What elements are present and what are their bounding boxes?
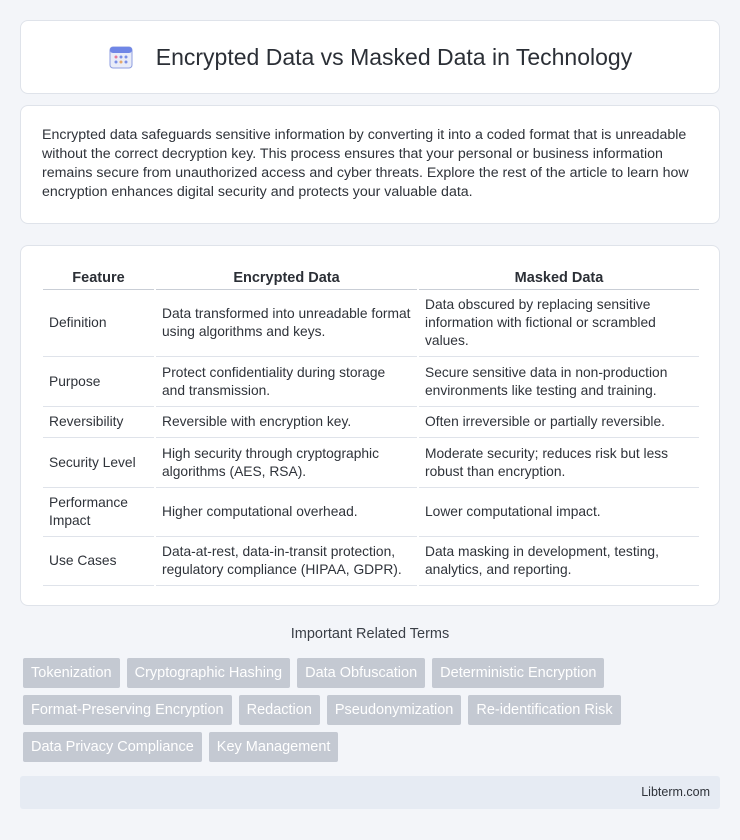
table-row (43, 488, 699, 537)
term-tag[interactable]: Pseudonymization (327, 695, 462, 725)
table-cell: Performance Impact (43, 488, 154, 537)
table-cell: Reversibility (43, 407, 154, 438)
footer-site-link[interactable]: Libterm.com (641, 785, 710, 799)
table-cell: Reversible with encryption key. (156, 407, 417, 438)
table-cell: Data obscured by replacing sensitive information with fictional or scrambled values. (419, 290, 699, 357)
comparison-table-card (20, 245, 720, 606)
term-tag[interactable]: Cryptographic Hashing (127, 658, 291, 688)
header-masked: Masked Data (419, 264, 699, 290)
related-terms-title: Important Related Terms (290, 626, 450, 642)
table-cell: Often irreversible or partially reversible. (419, 407, 699, 438)
table-cell: Data transformed into unreadable format using algorithms and keys. (156, 290, 417, 357)
term-tag[interactable]: Deterministic Encryption (432, 658, 604, 688)
term-tag[interactable]: Data Privacy Compliance (23, 732, 202, 762)
table-row (43, 407, 699, 438)
header-feature: Feature (43, 264, 154, 290)
table-cell: Protect confidentiality during storage and transmission. (156, 357, 417, 407)
term-tag[interactable]: Format-Preserving Encryption (23, 695, 232, 725)
term-tag[interactable]: Tokenization (23, 658, 120, 688)
term-tag[interactable]: Redaction (239, 695, 320, 725)
footer (20, 776, 720, 809)
table-cell: Secure sensitive data in non-production environments like testing and training. (419, 357, 699, 407)
table-cell: Purpose (43, 357, 154, 407)
intro-text: Encrypted data safeguards sensitive information by converting it into a coded format that is unreadable without the correct decryption key. This process ensures that your personal or business information remains secure from unauthorized access and cyber threats. Explore the rest of the article to learn how encryption enhances digital security and protects your valuable data. (42, 127, 689, 200)
table-row (43, 357, 699, 407)
header-card (20, 20, 720, 94)
table-cell: High security through cryptographic algorithms (AES, RSA). (156, 438, 417, 488)
term-tag[interactable]: Key Management (209, 732, 339, 762)
table-header-row (43, 264, 699, 290)
calendar-grid-icon (108, 44, 134, 70)
intro-card (20, 105, 720, 224)
table-cell: Moderate security; reduces risk but less robust than encryption. (419, 438, 699, 488)
table-cell: Data-at-rest, data-in-transit protection, regulatory compliance (HIPAA, GDPR). (156, 537, 417, 586)
table-cell: Lower computational impact. (419, 488, 699, 537)
table-row (43, 537, 699, 586)
related-terms-list (23, 658, 723, 769)
table-row (43, 290, 699, 357)
table-cell: Data masking in development, testing, analytics, and reporting. (419, 537, 699, 586)
table-cell: Security Level (43, 438, 154, 488)
comparison-table (41, 264, 701, 586)
table-cell: Definition (43, 290, 154, 357)
page-title: Encrypted Data vs Masked Data in Technology (155, 43, 633, 70)
header-encrypted: Encrypted Data (156, 264, 417, 290)
term-tag[interactable]: Data Obfuscation (297, 658, 425, 688)
term-tag[interactable]: Re-identification Risk (468, 695, 620, 725)
table-cell: Use Cases (43, 537, 154, 586)
table-cell: Higher computational overhead. (156, 488, 417, 537)
table-row (43, 438, 699, 488)
